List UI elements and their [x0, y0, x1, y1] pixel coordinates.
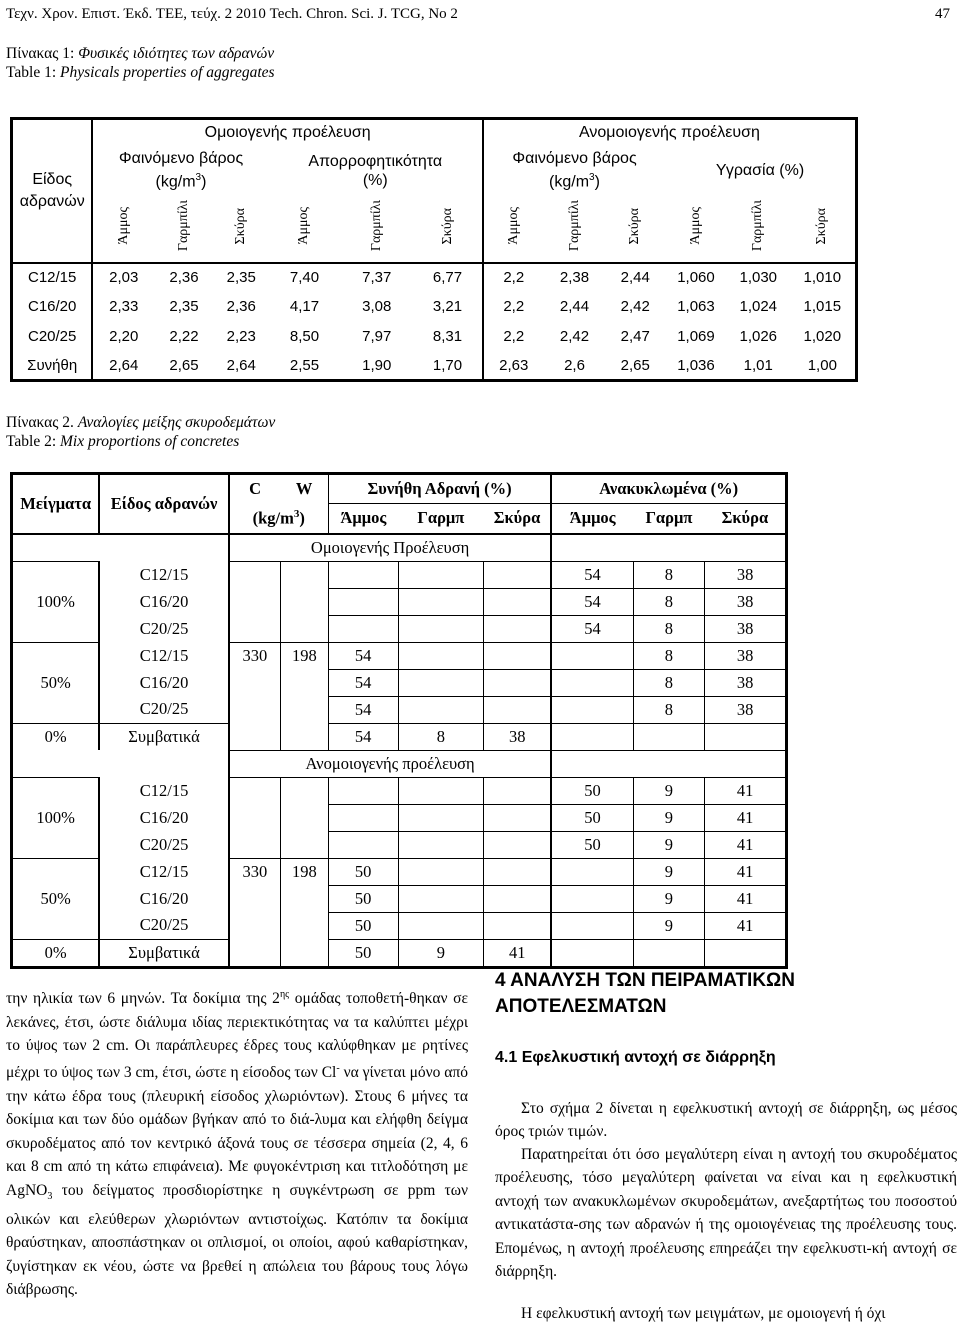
empty-cell: [633, 939, 705, 967]
aggregate-properties-table: [10, 117, 858, 382]
table-cell: 38: [484, 723, 552, 750]
empty-cell: [551, 696, 633, 723]
table-cell: 1,069: [677, 327, 715, 345]
empty-cell: [281, 561, 329, 642]
table-cell: 8: [398, 723, 484, 750]
table-row: [12, 561, 787, 588]
aggregate-type: C12/15: [99, 561, 228, 588]
aggregate-type: C16/20: [99, 804, 228, 831]
table-row: [12, 831, 787, 858]
table1-caption: [6, 44, 275, 82]
empty-cell: [398, 642, 484, 669]
gravel-header: Γαρμπ: [398, 504, 484, 534]
caption-label: Table 2:: [6, 433, 61, 450]
type-header: Είδος αδρανών: [12, 119, 93, 263]
normal-agg-header: Συνήθη Αδρανή (%): [328, 474, 551, 504]
sand-header: Άμμος: [328, 504, 398, 534]
table-cell: 54: [328, 696, 398, 723]
table-row: [12, 351, 857, 381]
paragraph: Παρατηρείται ότι όσο μεγαλύτερη είναι η αντοχή του σκυροδέματος προέλευσης, τόσο μεγαλύτερη φαίνεται να είναι και η εφελκυστική αντοχή των ανακυκλωμένων σκυροδεμάτων, ανεξαρτήτως του ποσοστού αντικατάστα-σης των αδρανών ή της ομοιογένειας της προέλευσης τους. Επομένως, η αντοχή προέλευσης επηρεάζει την εφελκυστι-κή αντοχή σε διάρρηξη.: [495, 1146, 957, 1281]
table-row: [12, 263, 857, 293]
aggregate-type: Συμβατικά: [99, 939, 228, 967]
table-cell: 2,65: [620, 356, 650, 374]
table-cell: 2,2: [503, 269, 525, 287]
table-cell: 1,020: [803, 327, 842, 345]
empty-cell: [551, 858, 633, 885]
col-header: Γαρμπίλι: [340, 195, 413, 263]
table-cell: 7,97: [362, 327, 392, 345]
table-cell: 1,90: [362, 356, 392, 374]
table-cell: 7,40: [289, 269, 320, 287]
empty-cell: [12, 534, 229, 562]
unit-header: $(kg/m^3)$: [229, 504, 329, 534]
table-cell: 8,31: [413, 322, 483, 352]
section-label: Ανομοιογενής προέλευση: [229, 750, 552, 777]
empty-cell: [328, 831, 398, 858]
table-cell: 1,010: [803, 269, 842, 287]
aggregate-type: C12/15: [99, 777, 228, 804]
empty-cell: [398, 669, 484, 696]
empty-cell: [551, 885, 633, 912]
table-cell: 38: [705, 696, 787, 723]
table-cell: 3,08: [362, 298, 392, 316]
absorption-header: Απορροφητικότητα (%): [269, 147, 483, 195]
empty-cell: [229, 939, 281, 967]
empty-cell: [398, 561, 484, 588]
caption-text: Physicals properties of aggregates: [60, 64, 275, 81]
table-cell: 9: [633, 777, 705, 804]
aggregate-type: C16/20: [99, 588, 228, 615]
empty-cell: [281, 885, 329, 912]
table-cell: 54: [328, 642, 398, 669]
table-row: [12, 322, 857, 352]
table-cell: 2,2: [503, 298, 525, 316]
table-cell: 54: [551, 588, 633, 615]
table-cell: 1,70: [413, 351, 483, 381]
table-row: [12, 912, 787, 939]
table-cell: 8: [633, 561, 705, 588]
empty-cell: [328, 615, 398, 642]
empty-cell: [551, 912, 633, 939]
table-cell: 9: [398, 939, 484, 967]
table-cell: 2,2: [503, 327, 525, 345]
empty-cell: [398, 912, 484, 939]
table-row: [12, 858, 787, 885]
row-label: C20/25: [12, 322, 93, 352]
table-cell: 2,33: [109, 298, 139, 316]
aggregate-type: Συμβατικά: [99, 723, 228, 750]
empty-cell: [484, 696, 552, 723]
empty-cell: [484, 615, 552, 642]
table-cell: 1,063: [677, 298, 715, 316]
aggregate-type: C20/25: [99, 831, 228, 858]
empty-cell: [12, 750, 229, 777]
empty-cell: [398, 777, 484, 804]
empty-cell: [705, 723, 787, 750]
empty-cell: [398, 885, 484, 912]
empty-cell: [484, 777, 552, 804]
water-value: 198: [281, 858, 329, 885]
table-cell: 2,65: [169, 356, 199, 374]
stone-header: Σκύρα: [705, 504, 787, 534]
empty-cell: [633, 723, 705, 750]
table-cell: 2,36: [169, 269, 199, 287]
paragraph: Η εφελκυστική αντοχή των μειγμάτων, με ομοιογενή ή όχι: [521, 1305, 886, 1322]
section-label: Ομοιογενής Προέλευση: [229, 534, 552, 562]
table-cell: 8,50: [289, 327, 320, 345]
table-cell: 41: [705, 858, 787, 885]
cement-value: 330: [229, 858, 281, 885]
table-cell: 1,01: [743, 356, 773, 374]
density-header: Φαινόμενο βάρος $(kg/m^3)$: [118, 150, 244, 191]
table-cell: 54: [551, 615, 633, 642]
table-cell: 50: [551, 831, 633, 858]
empty-cell: [229, 561, 281, 642]
empty-cell: [229, 885, 281, 912]
table-cell: 54: [551, 561, 633, 588]
table-cell: 1,00: [807, 356, 837, 374]
stone-header: Σκύρα: [484, 504, 552, 534]
table-row: [12, 885, 787, 912]
table-row: [12, 777, 787, 804]
table-row: [12, 292, 857, 322]
empty-cell: [551, 750, 786, 777]
col-header: Γαρμπίλι: [727, 195, 790, 263]
aggregate-type: C16/20: [99, 669, 228, 696]
replacement-pct: 0%: [12, 723, 100, 750]
table-cell: 54: [328, 723, 398, 750]
col-header: Σκύρα: [605, 195, 665, 263]
table-cell: 38: [705, 615, 787, 642]
table-cell: 9: [633, 858, 705, 885]
col-header: Άμμος: [483, 195, 544, 263]
table-cell: 41: [705, 885, 787, 912]
col-header: Άμμος: [92, 195, 154, 263]
empty-cell: [281, 939, 329, 967]
empty-cell: [281, 696, 329, 723]
table-row: [12, 723, 787, 750]
table-cell: 7,37: [362, 269, 392, 287]
table-cell: 2,55: [289, 356, 320, 374]
table-cell: 9: [633, 804, 705, 831]
empty-cell: [551, 723, 633, 750]
table-cell: 1,024: [739, 298, 778, 316]
table-cell: 1,060: [677, 269, 715, 287]
col-header: Σκύρα: [790, 195, 857, 263]
empty-cell: [484, 804, 552, 831]
col-header: Γαρμπίλι: [544, 195, 606, 263]
caption-label: Table 1:: [6, 64, 61, 81]
table-row: [12, 669, 787, 696]
empty-cell: [328, 777, 398, 804]
empty-cell: [551, 642, 633, 669]
table-cell: 2,63: [499, 356, 529, 374]
table-cell: 2,42: [559, 327, 590, 345]
table-cell: 8: [633, 669, 705, 696]
aggregate-type: C12/15: [99, 642, 228, 669]
caption-label: Πίνακας 2.: [6, 414, 78, 431]
table-cell: 1,015: [803, 298, 842, 316]
table-row: [12, 642, 787, 669]
empty-cell: [551, 669, 633, 696]
empty-cell: [705, 939, 787, 967]
empty-cell: [398, 615, 484, 642]
empty-cell: [551, 939, 633, 967]
empty-cell: [328, 588, 398, 615]
table-cell: 6,77: [413, 263, 483, 293]
table-cell: 2,42: [620, 298, 650, 316]
table-cell: 1,026: [739, 327, 778, 345]
table2-caption: [6, 413, 275, 451]
homogeneous-group: Ομοιογενής προέλευση: [92, 119, 483, 147]
table-cell: 2,44: [620, 269, 650, 287]
table-cell: 8: [633, 642, 705, 669]
table-cell: 1,030: [739, 269, 778, 287]
table-cell: 2,6: [564, 356, 585, 374]
table-cell: 2,36: [226, 298, 256, 316]
page-number: 47: [935, 6, 950, 22]
sand-header: Άμμος: [551, 504, 633, 534]
aggregate-type: C12/15: [99, 858, 228, 885]
table-cell: 50: [328, 939, 398, 967]
left-column-text: την ηλικία των 6 μηνών. Τα δοκίμια της $2^{\eta\varsigma}$ ομάδας τοποθετή-θηκαν σε λεκάνες, έτσι, ώστε διάλυμα ιδίας περιεκτικότητας να τα καλύπτει μέχρι το ύψος των 2 cm. Οι παράπλευρες έδρες τους καλύφθηκαν με ρητίνες μέχρι το ύψος των 3 cm, έτσι, ώστε η είσοδος των Cl- να γίνεται μόνο από την κάτω έδρα τους (πλευρική είσοδος χλωριόντων). Στους 6 μήνες τα δοκίμια και των δύο ομάδων βγήκαν από το διά-λυμα και ελήφθη δείγμα σκυροδέματος από τον κεντρικό άξονά τους σε τέσσερα σημεία (2, 4, 6 και 8 cm από τη κάτω επιφάνεια). Με φυγοκέντριση και τιτλοδότηση με AgNO$_3$ του δείγματος προσδιορίστηκε η συγκέντρωση σε ppm των ολικών και ελεύθερων χλωριόντων αντιστοίχως. Κατόπιν τα δοκίμια θραύστηκαν, αποσπάστηκαν οι οπλισμοί, οι οποίοι, αφού καθαρίστηκαν, ζυγίστηκαν εκ νέου, ώστε να βρεθεί η απώλεια του βάρους τους λόγω διάβρωσης.: [6, 989, 469, 1299]
table-cell: 38: [705, 642, 787, 669]
empty-cell: [281, 912, 329, 939]
table-cell: 8: [633, 615, 705, 642]
empty-cell: [281, 669, 329, 696]
table-cell: 50: [551, 804, 633, 831]
empty-cell: [484, 588, 552, 615]
table-cell: 9: [633, 885, 705, 912]
table-cell: 54: [328, 669, 398, 696]
table-cell: 41: [484, 939, 552, 967]
table-row: [12, 696, 787, 723]
empty-cell: [328, 804, 398, 831]
section-row: [12, 750, 787, 777]
empty-cell: [229, 696, 281, 723]
replacement-pct: 50%: [12, 858, 100, 939]
mixes-header: Μείγματα: [12, 474, 100, 534]
col-header: Σκύρα: [413, 195, 483, 263]
cement-value: 330: [229, 642, 281, 669]
empty-cell: [484, 831, 552, 858]
table-row: [12, 804, 787, 831]
table-cell: 2,38: [559, 269, 590, 287]
table-cell: 2,35: [169, 298, 199, 316]
caption-text: Αναλογίες μείξης σκυροδεμάτων: [77, 414, 276, 431]
caption-text: Mix proportions of concretes: [60, 433, 240, 450]
aggregate-type: C16/20: [99, 885, 228, 912]
empty-cell: [229, 912, 281, 939]
col-header: Σκύρα: [214, 195, 269, 263]
table-cell: 50: [328, 912, 398, 939]
heterogeneous-group: Ανομοιογενής προέλευση: [579, 124, 760, 142]
table-cell: 3,21: [413, 292, 483, 322]
empty-cell: [229, 669, 281, 696]
type-header: Είδος αδρανών: [99, 474, 228, 534]
running-header: [6, 6, 954, 23]
table-cell: 41: [705, 804, 787, 831]
empty-cell: [551, 534, 786, 562]
section-row: [12, 534, 787, 562]
table-cell: 8: [633, 696, 705, 723]
caption-label: Πίνακας 1:: [6, 45, 79, 62]
table-cell: 2,03: [109, 269, 139, 287]
table-cell: 2,22: [169, 327, 199, 345]
table-cell: 1,036: [677, 356, 715, 374]
water-header: W: [281, 474, 329, 504]
aggregate-type: C20/25: [99, 696, 228, 723]
table-cell: 2,35: [226, 269, 256, 287]
table-cell: 2,20: [109, 327, 139, 345]
empty-cell: [484, 858, 552, 885]
table-cell: 8: [633, 588, 705, 615]
empty-cell: [281, 777, 329, 858]
empty-cell: [398, 804, 484, 831]
moisture-header: Υγρασία (%): [715, 161, 805, 179]
replacement-pct: 50%: [12, 642, 100, 723]
water-value: 198: [281, 642, 329, 669]
table-cell: 41: [705, 777, 787, 804]
table-cell: 2,47: [620, 327, 650, 345]
empty-cell: [484, 642, 552, 669]
table-cell: 38: [705, 561, 787, 588]
paragraph: Στο σχήμα 2 δίνεται η εφελκυστική αντοχή σε διάρρηξη, ως μέσος όρος τριών τιμών.: [495, 1100, 957, 1141]
row-label: Συνήθη: [12, 351, 93, 381]
col-header: Άμμος: [269, 195, 341, 263]
section-heading: 4 ΑΝΑΛΥΣΗ ΤΩΝ ΠΕΙΡΑΜΑΤΙΚΩΝ ΑΠΟΤΕΛΕΣΜΑΤΩΝ: [495, 970, 796, 1017]
table-cell: 41: [705, 831, 787, 858]
empty-cell: [484, 885, 552, 912]
caption-text: Φυσικές ιδιότητες των αδρανών: [78, 45, 275, 62]
table-cell: 4,17: [289, 298, 320, 316]
row-label: C12/15: [12, 263, 93, 293]
aggregate-type: C20/25: [99, 615, 228, 642]
empty-cell: [328, 561, 398, 588]
journal-citation: Τεχν. Χρον. Επιστ. Έκδ. ΤΕΕ, τεύχ. 2 2010 Tech. Chron. Sci. J. TCG, No 2: [6, 6, 458, 22]
table-cell: 38: [705, 669, 787, 696]
empty-cell: [484, 912, 552, 939]
replacement-pct: 100%: [12, 777, 100, 858]
row-label: C16/20: [12, 292, 93, 322]
table-row: [12, 588, 787, 615]
table-cell: 9: [633, 831, 705, 858]
recycled-agg-header: Ανακυκλωμένα (%): [551, 474, 786, 504]
col-header: Γαρμπίλι: [154, 195, 214, 263]
table-cell: 9: [633, 912, 705, 939]
subsection-heading: 4.1 Εφελκυστική αντοχή σε διάρρηξη: [495, 1049, 776, 1066]
empty-cell: [398, 831, 484, 858]
table-cell: 2,44: [559, 298, 590, 316]
aggregate-type: C20/25: [99, 912, 228, 939]
gravel-header: Γαρμπ: [633, 504, 705, 534]
empty-cell: [398, 588, 484, 615]
density-header-2: Φαινόμενο βάρος $(kg/m^3)$: [512, 150, 637, 191]
table-cell: 2,64: [109, 356, 139, 374]
empty-cell: [398, 858, 484, 885]
table-cell: 2,64: [226, 356, 256, 374]
replacement-pct: 100%: [12, 561, 100, 642]
empty-cell: [229, 723, 281, 750]
replacement-pct: 0%: [12, 939, 100, 967]
col-header: Άμμος: [665, 195, 727, 263]
empty-cell: [281, 723, 329, 750]
table-cell: 50: [551, 777, 633, 804]
table-cell: 50: [328, 885, 398, 912]
table-cell: 2,23: [226, 327, 256, 345]
mix-proportions-table: [10, 472, 788, 969]
empty-cell: [484, 561, 552, 588]
table-cell: 38: [705, 588, 787, 615]
cement-header: C: [249, 479, 262, 499]
table-cell: 50: [328, 858, 398, 885]
empty-cell: [398, 696, 484, 723]
table-row: [12, 615, 787, 642]
table-cell: 41: [705, 912, 787, 939]
empty-cell: [229, 777, 281, 858]
empty-cell: [484, 669, 552, 696]
table-row: [12, 939, 787, 967]
